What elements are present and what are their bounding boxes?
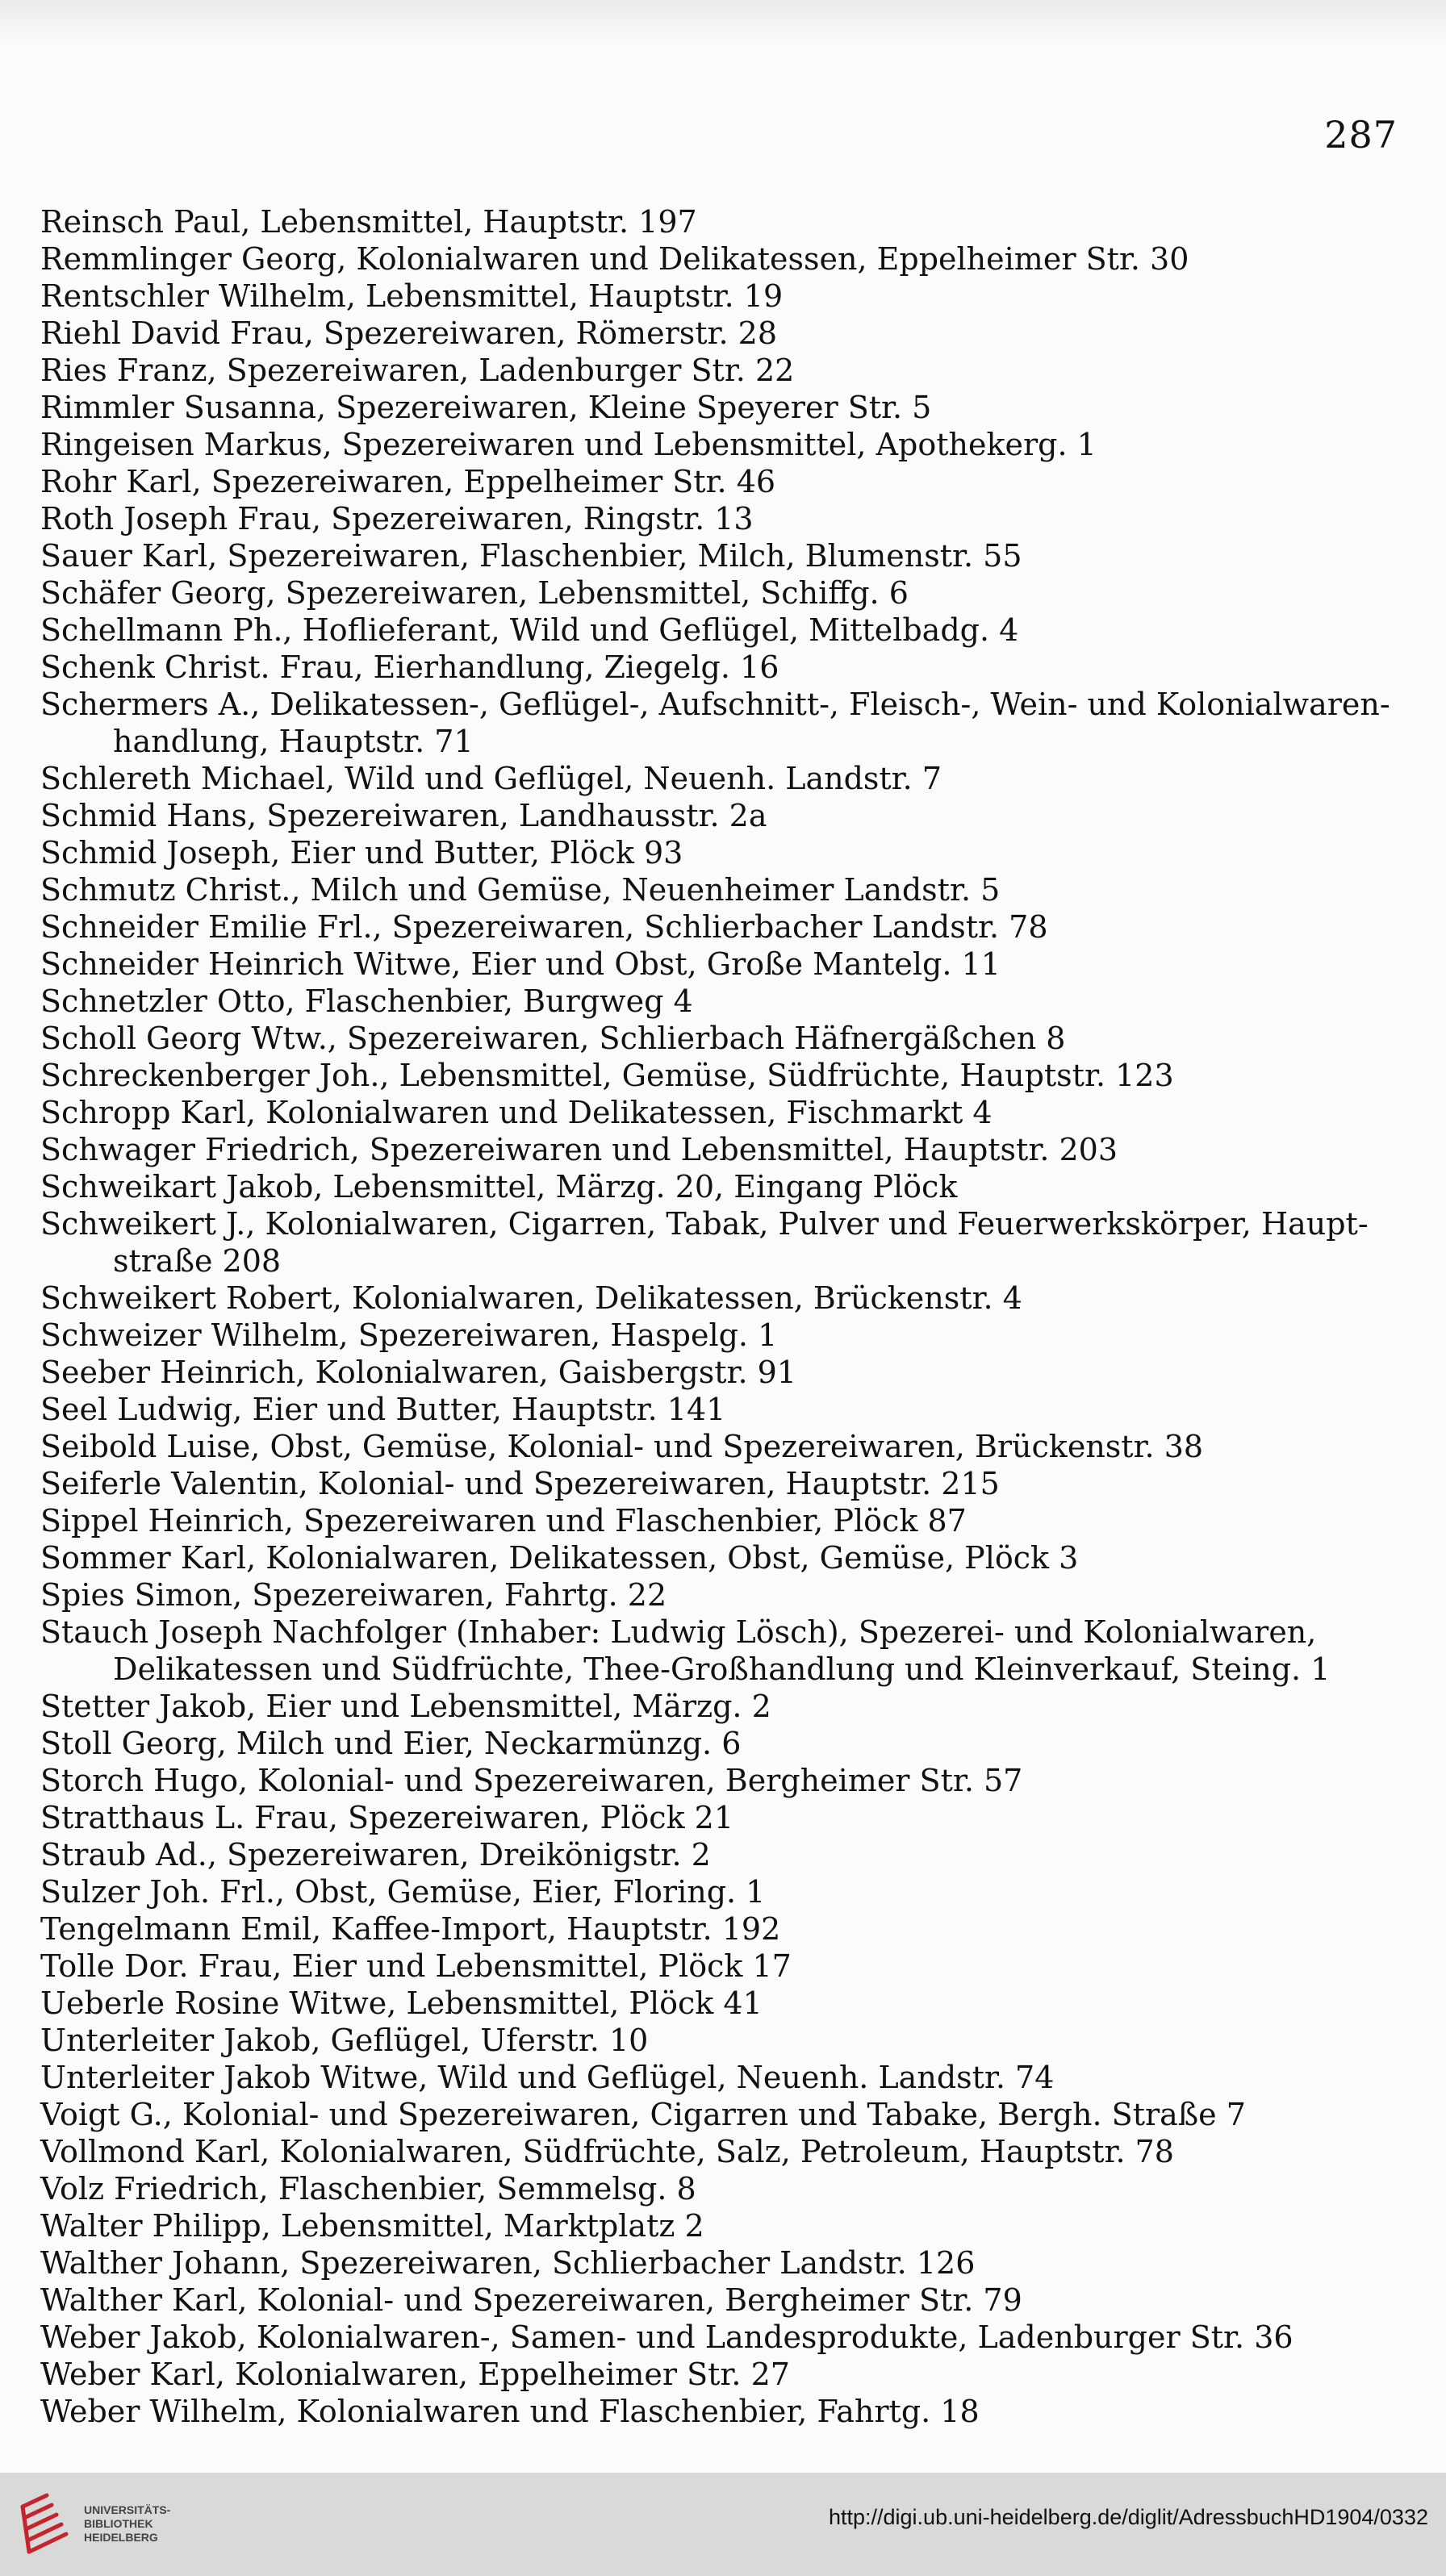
directory-entry [40,1762,1412,1799]
source-url-link[interactable]: http://digi.ub.uni-heidelberg.de/diglit/AdressbuchHD1904/0332 [828,2505,1428,2529]
directory-entry [40,1614,1412,1688]
directory-entry [40,2319,1412,2356]
directory-entry [40,834,1412,871]
directory-entry [40,315,1412,352]
directory-entry [40,1985,1412,2022]
entry-continuation: Delikatessen und Südfrüchte, Thee-Großhandlung und Kleinverkauf, Steing. 1 [113,1651,1331,1687]
directory-entry [40,1873,1412,1910]
directory-entry [40,463,1412,500]
entry-text: Vollmond Karl, Kolonialwaren, Südfrüchte, Salz, Petroleum, Hauptstr. 78 [40,2134,1174,2169]
directory-entry [40,612,1412,649]
entry-text: Unterleiter Jakob, Geflügel, Uferstr. 10 [40,2023,649,2058]
directory-entry [40,2133,1412,2170]
directory-entry [40,760,1412,797]
directory-entry [40,1948,1412,1985]
directory-entry [40,1910,1412,1948]
directory-entry [40,574,1412,612]
directory-entry [40,1688,1412,1725]
viewer-footer [0,2473,1446,2576]
directory-entry [40,1205,1412,1280]
entry-text: Schellmann Ph., Hoflieferant, Wild und Geflügel, Mittelbadg. 4 [40,612,1019,648]
entry-text: Reinsch Paul, Lebensmittel, Hauptstr. 197 [40,204,697,240]
entry-text: Unterleiter Jakob Witwe, Wild und Geflügel, Neuenh. Landstr. 74 [40,2060,1055,2095]
entry-text: Schweikart Jakob, Lebensmittel, Märzg. 20, Eingang Plöck [40,1169,958,1204]
directory-entry [40,500,1412,537]
directory-entry [40,871,1412,908]
entry-text: Schweikert J., Kolonialwaren, Cigarren, Tabak, Pulver und Feuerwerkskörper, Haupt- [40,1206,1369,1242]
entry-text: Spies Simon, Spezereiwaren, Fahrtg. 22 [40,1577,667,1613]
entry-text: Schweizer Wilhelm, Spezereiwaren, Haspelg. 1 [40,1317,778,1353]
entry-text: Seibold Luise, Obst, Gemüse, Kolonial- und Spezereiwaren, Brückenstr. 38 [40,1429,1204,1464]
entry-text: Schweikert Robert, Kolonialwaren, Delikatessen, Brückenstr. 4 [40,1280,1022,1316]
directory-entry [40,1317,1412,1354]
logo-line: HEIDELBERG [84,2531,158,2544]
logo-line: UNIVERSITÄTS- [84,2503,171,2516]
directory-entry [40,2393,1412,2430]
directory-entry [40,2059,1412,2096]
entry-text: Schmutz Christ., Milch und Gemüse, Neuenheimer Landstr. 5 [40,872,1001,908]
entry-text: Sauer Karl, Spezereiwaren, Flaschenbier, Milch, Blumenstr. 55 [40,538,1022,574]
directory-entry [40,2022,1412,2059]
entry-text: Remmlinger Georg, Kolonialwaren und Delikatessen, Eppelheimer Str. 30 [40,241,1189,277]
entry-text: Stauch Joseph Nachfolger (Inhaber: Ludwig Lösch), Spezerei- und Kolonialwaren, [40,1614,1317,1650]
logo-line: BIBLIOTHEK [84,2517,153,2530]
entry-text: Rentschler Wilhelm, Lebensmittel, Hauptstr. 19 [40,278,784,314]
directory-entry [40,2282,1412,2319]
entry-text: Schreckenberger Joh., Lebensmittel, Gemüse, Südfrüchte, Hauptstr. 123 [40,1058,1174,1093]
entry-text: Stratthaus L. Frau, Spezereiwaren, Plöck 21 [40,1800,734,1835]
directory-entry [40,2207,1412,2244]
entry-text: Weber Wilhelm, Kolonialwaren und Flaschenbier, Fahrtg. 18 [40,2394,980,2429]
directory-entry [40,389,1412,426]
entry-text: Riehl David Frau, Spezereiwaren, Römerstr. 28 [40,315,778,351]
directory-entry [40,278,1412,315]
directory-entry [40,2356,1412,2393]
entry-text: Ries Franz, Spezereiwaren, Ladenburger Str. 22 [40,353,795,388]
directory-entry [40,1094,1412,1131]
entry-text: Ringeisen Markus, Spezereiwaren und Lebensmittel, Apothekerg. 1 [40,427,1097,462]
entry-text: Schneider Heinrich Witwe, Eier und Obst, Große Mantelg. 11 [40,946,1001,982]
directory-entry [40,2244,1412,2282]
entry-text: Schmid Joseph, Eier und Butter, Plöck 93 [40,835,683,870]
directory-entry [40,352,1412,389]
entry-text: Walter Philipp, Lebensmittel, Marktplatz 2 [40,2208,704,2244]
entry-text: Stoll Georg, Milch und Eier, Neckarmünzg. 6 [40,1726,742,1761]
entry-text: Walther Johann, Spezereiwaren, Schlierbacher Landstr. 126 [40,2245,976,2281]
entry-text: Schäfer Georg, Spezereiwaren, Lebensmittel, Schiffg. 6 [40,575,909,611]
entry-text: Seiferle Valentin, Kolonial- und Spezereiwaren, Hauptstr. 215 [40,1466,1000,1501]
directory-entry [40,1539,1412,1576]
directory-entry [40,1391,1412,1428]
page-number: 287 [1324,113,1398,157]
directory-entry [40,203,1412,240]
directory-entry [40,686,1412,760]
library-logo[interactable] [16,2486,194,2563]
entry-text: Schenk Christ. Frau, Eierhandlung, Ziegelg. 16 [40,649,779,685]
directory-entry [40,1131,1412,1168]
directory-entry [40,1168,1412,1205]
directory-entry [40,1725,1412,1762]
directory-entry [40,1465,1412,1502]
directory-entry [40,2170,1412,2207]
directory-entry [40,1502,1412,1539]
directory-entry [40,1354,1412,1391]
directory-entry [40,797,1412,834]
entry-continuation: handlung, Hauptstr. 71 [113,724,474,759]
directory-entry [40,1836,1412,1873]
entry-text: Stetter Jakob, Eier und Lebensmittel, Märzg. 2 [40,1689,771,1724]
directory-entry [40,649,1412,686]
directory-entry [40,2096,1412,2133]
entry-text: Schlereth Michael, Wild und Geflügel, Neuenh. Landstr. 7 [40,761,942,796]
directory-entry [40,240,1412,278]
entry-text: Scholl Georg Wtw., Spezereiwaren, Schlierbach Häfnergäßchen 8 [40,1021,1066,1056]
entry-text: Straub Ad., Spezereiwaren, Dreikönigstr. 2 [40,1837,711,1873]
entry-text: Tolle Dor. Frau, Eier und Lebensmittel, Plöck 17 [40,1948,792,1984]
entry-text: Schwager Friedrich, Spezereiwaren und Lebensmittel, Hauptstr. 203 [40,1132,1118,1167]
directory-entry [40,1576,1412,1614]
entry-text: Schropp Karl, Kolonialwaren und Delikatessen, Fischmarkt 4 [40,1095,993,1130]
directory-entry [40,1280,1412,1317]
directory-entry [40,1020,1412,1057]
entry-text: Sommer Karl, Kolonialwaren, Delikatessen, Obst, Gemüse, Plöck 3 [40,1540,1079,1576]
directory-entry [40,426,1412,463]
entry-text: Schermers A., Delikatessen-, Geflügel-, Aufschnitt-, Fleisch-, Wein- und Kolonialwaren- [40,687,1390,722]
entry-text: Sippel Heinrich, Spezereiwaren und Flaschenbier, Plöck 87 [40,1503,967,1539]
entry-text: Schneider Emilie Frl., Spezereiwaren, Schlierbacher Landstr. 78 [40,909,1048,945]
entry-text: Rimmler Susanna, Spezereiwaren, Kleine Speyerer Str. 5 [40,390,932,425]
library-logo-text [84,2503,170,2545]
entry-text: Storch Hugo, Kolonial- und Spezereiwaren, Bergheimer Str. 57 [40,1763,1023,1798]
directory-entry [40,946,1412,983]
entry-text: Sulzer Joh. Frl., Obst, Gemüse, Eier, Floring. 1 [40,1874,766,1910]
entry-text: Schnetzler Otto, Flaschenbier, Burgweg 4 [40,983,693,1019]
entry-text: Weber Karl, Kolonialwaren, Eppelheimer Str. 27 [40,2357,790,2392]
entry-text: Volz Friedrich, Flaschenbier, Semmelsg. 8 [40,2171,696,2207]
entry-text: Walther Karl, Kolonial- und Spezereiwaren, Bergheimer Str. 79 [40,2282,1022,2318]
directory-entry [40,908,1412,946]
entry-text: Ueberle Rosine Witwe, Lebensmittel, Plöck 41 [40,1985,763,2021]
directory-entry [40,983,1412,1020]
directory-entry [40,1428,1412,1465]
library-logo-icon [16,2490,73,2558]
directory-entry [40,1057,1412,1094]
entry-continuation: straße 208 [113,1243,282,1279]
directory-entry [40,1799,1412,1836]
entry-text: Schmid Hans, Spezereiwaren, Landhausstr. 2a [40,798,767,833]
directory-entry [40,537,1412,574]
page-edge [0,0,1446,48]
entry-text: Seel Ludwig, Eier und Butter, Hauptstr. 141 [40,1392,726,1427]
entry-text: Weber Jakob, Kolonialwaren-, Samen- und Landesprodukte, Ladenburger Str. 36 [40,2319,1293,2355]
entry-text: Roth Joseph Frau, Spezereiwaren, Ringstr. 13 [40,501,754,536]
entry-text: Rohr Karl, Spezereiwaren, Eppelheimer Str. 46 [40,464,776,499]
entry-text: Tengelmann Emil, Kaffee-Import, Hauptstr. 192 [40,1911,781,1947]
entry-text: Seeber Heinrich, Kolonialwaren, Gaisbergstr. 91 [40,1355,796,1390]
directory-listing [40,203,1412,2430]
entry-text: Voigt G., Kolonial- und Spezereiwaren, Cigarren und Tabake, Bergh. Straße 7 [40,2097,1246,2132]
